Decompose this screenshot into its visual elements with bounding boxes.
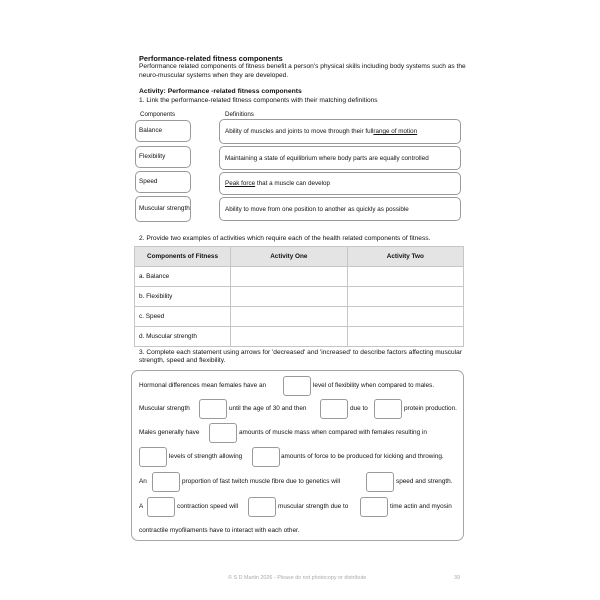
answer-box[interactable] bbox=[209, 423, 237, 443]
activity-two-cell[interactable] bbox=[347, 327, 463, 347]
page-number: 39 bbox=[454, 575, 460, 581]
activity-one-cell[interactable] bbox=[231, 287, 348, 307]
table-header: Activity Two bbox=[347, 247, 463, 267]
table-row bbox=[135, 287, 464, 307]
statement-2-part-b: until the age of 30 and then bbox=[229, 405, 307, 412]
activity-one-cell[interactable] bbox=[231, 307, 348, 327]
row-label: c. Speed bbox=[135, 307, 231, 327]
statement-5-part-c: speed and strength. bbox=[396, 478, 453, 485]
statement-6-part-c: muscular strength due to bbox=[278, 503, 349, 510]
definition-3[interactable] bbox=[219, 172, 461, 195]
row-label: b. Flexibility bbox=[135, 287, 231, 307]
definition-1-text: Ability of muscles and joints to move through their full bbox=[225, 128, 374, 135]
table-row bbox=[135, 327, 464, 347]
answer-box[interactable] bbox=[252, 447, 280, 467]
table-header: Activity One bbox=[231, 247, 348, 267]
definition-3-underlined: Peak force bbox=[225, 180, 256, 187]
definitions-header: Definitions bbox=[225, 111, 254, 118]
definition-4[interactable] bbox=[219, 197, 461, 221]
statement-2-part-c: due to bbox=[350, 405, 368, 412]
row-label: d. Muscular strength bbox=[135, 327, 231, 347]
definition-3-text: that a muscle can develop bbox=[255, 180, 331, 187]
answer-box[interactable] bbox=[139, 447, 167, 467]
activity-two-cell[interactable] bbox=[347, 267, 463, 287]
activity-one-cell[interactable] bbox=[231, 267, 348, 287]
definition-4-text: Ability to move from one position to another as quickly as possible bbox=[225, 205, 409, 213]
statement-4-part-b: amounts of force to be produced for kicking and throwing. bbox=[281, 453, 444, 460]
answer-box[interactable] bbox=[199, 399, 227, 419]
table-header-row bbox=[135, 247, 464, 267]
section-title: Performance-related fitness components bbox=[139, 54, 283, 63]
definition-2[interactable] bbox=[219, 146, 461, 170]
row-label: a. Balance bbox=[135, 267, 231, 287]
question-2: 2. Provide two examples of activities which require each of the health related components of fitness. bbox=[139, 235, 431, 242]
table-header: Components of Fitness bbox=[135, 247, 231, 267]
component-speed[interactable]: Speed bbox=[135, 171, 191, 193]
answer-box[interactable] bbox=[366, 472, 394, 492]
statement-5-part-b: proportion of fast twitch muscle fibre due to genetics will bbox=[182, 478, 341, 485]
statement-6-part-d: time actin and myosin bbox=[390, 503, 452, 510]
answer-box[interactable] bbox=[360, 497, 388, 517]
statement-1-part-a: Hormonal differences mean females have an bbox=[139, 382, 267, 389]
statement-6-part-b: contraction speed will bbox=[177, 503, 239, 510]
component-balance[interactable]: Balance bbox=[135, 120, 191, 142]
answer-box[interactable] bbox=[374, 399, 402, 419]
component-flexibility[interactable]: Flexibility bbox=[135, 146, 191, 168]
activity-one-cell[interactable] bbox=[231, 327, 348, 347]
table-row bbox=[135, 307, 464, 327]
activity-two-cell[interactable] bbox=[347, 287, 463, 307]
answer-box[interactable] bbox=[283, 376, 311, 396]
statement-1-part-b: level of flexibility when compared to males. bbox=[313, 382, 435, 389]
statement-2-part-d: protein production. bbox=[404, 405, 457, 412]
definition-1[interactable] bbox=[219, 119, 461, 144]
statement-4-part-a: levels of strength allowing bbox=[169, 453, 243, 460]
copyright-notice: © S D Martin 2026 - Please do not photocopy or distribute bbox=[228, 575, 367, 581]
statement-3-part-b: amounts of muscle mass when compared with females resulting in bbox=[239, 429, 427, 436]
definition-2-text: Maintaining a state of equilibrium where body parts are equally controlled bbox=[225, 154, 429, 162]
fitness-table bbox=[134, 246, 464, 347]
component-muscular-strength[interactable]: Muscular strength bbox=[135, 196, 191, 222]
activity-two-cell[interactable] bbox=[347, 307, 463, 327]
table-row bbox=[135, 267, 464, 287]
statement-3-part-a: Males generally have bbox=[139, 429, 200, 436]
answer-box[interactable] bbox=[320, 399, 348, 419]
intro-text: Performance related components of fitness benefit a person's physical skills including body systems such as the neuro-muscular systems when they are developed. bbox=[139, 63, 466, 79]
statement-6-part-a: A bbox=[139, 503, 144, 510]
answer-box[interactable] bbox=[248, 497, 276, 517]
question-3: 3. Complete each statement using arrows for 'decreased' and 'increased' to describe factors affecting muscular strength, speed and flexibility. bbox=[139, 349, 463, 365]
answer-box[interactable] bbox=[147, 497, 175, 517]
statement-2-part-a: Muscular strength bbox=[139, 405, 190, 412]
activity-title: Activity: Performance -related fitness components bbox=[139, 88, 302, 95]
components-header: Components bbox=[140, 111, 176, 118]
question-1: 1. Link the performance-related fitness components with their matching definitions bbox=[139, 97, 378, 104]
statement-5-part-a: An bbox=[139, 478, 147, 485]
answer-box[interactable] bbox=[152, 472, 180, 492]
definition-1-underlined: range of motion bbox=[373, 128, 418, 135]
statement-7: contractile myofilaments have to interact with each other. bbox=[139, 527, 300, 534]
